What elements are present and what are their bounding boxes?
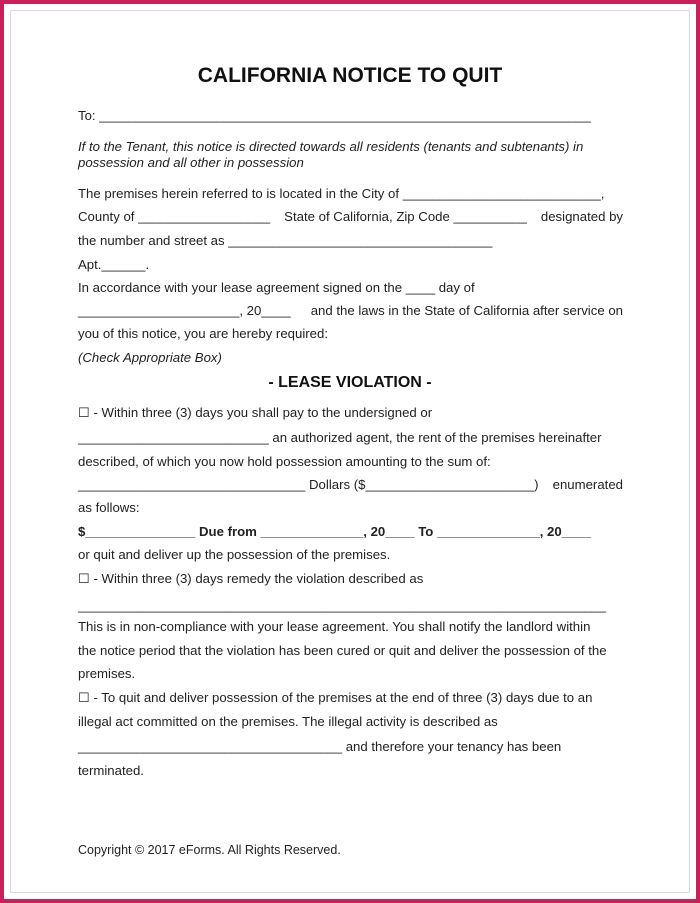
option-1-checkbox-line: ☐ - Within three (3) days you shall pay to the undersigned or [78,405,433,420]
accordance-line-1: In accordance with your lease agreement signed on the ____ day of [78,280,475,295]
designated-by-text: designated by [540,209,623,224]
noncompliance-line-2: the notice period that the violation has been cured or quit and deliver the possession of the [78,643,607,658]
accordance-line-3: you of this notice, you are hereby required: [78,326,328,341]
option-3-activity-line: ____________________________________ and therefore your tenancy has been [78,739,562,754]
option-3-terminated-line: terminated. [78,763,144,778]
enumerated-text: enumerated [552,477,623,492]
county-field: County of __________________ [78,209,271,224]
to-line: To: ___________________________________________________________________ [78,108,591,123]
premises-county-line [78,209,623,225]
option-2-violation-field: ________________________________________________________________________ [78,598,607,613]
lease-date-field: ______________________, 20____ [78,303,291,318]
page-title: CALIFORNIA NOTICE TO QUIT [197,64,503,87]
intro-text-1: If to the Tenant, this notice is directed towards all residents (tenants and subtenants) in [78,139,584,154]
option-1-described-line: described, of which you now hold possession amounting to the sum of: [78,454,491,469]
zip-field: State of California, Zip Code __________ [284,209,527,224]
premises-apt-line: Apt.______. [78,257,150,272]
dollars-field: _______________________________ Dollars ($_______________________) [78,477,539,492]
check-box-note: (Check Appropriate Box) [78,350,222,365]
option-2-checkbox-line: ☐ - Within three (3) days remedy the violation described as [78,571,424,586]
option-1-quit-line: or quit and deliver up the possession of the premises. [78,547,391,562]
option-1-dollars-line [78,477,623,493]
premises-street-line: the number and street as ____________________________________ [78,233,493,248]
due-from-line: $_______________ Due from ______________, 20____ To ______________, 20____ [78,524,592,539]
copyright-text: Copyright © 2017 eForms. All Rights Reserved. [78,843,341,857]
section-heading: - LEASE VIOLATION - [268,374,432,391]
noncompliance-line-3: premises. [78,666,136,681]
option-3-checkbox-line: ☐ - To quit and deliver possession of the premises at the end of three (3) days due to an [78,690,593,705]
as-follows-text: as follows: [78,500,140,515]
option-3-illegal-line: illegal act committed on the premises. The illegal activity is described as [78,714,498,729]
premises-city-line: The premises herein referred to is located in the City of ___________________________, [78,186,605,201]
option-1-agent-line: __________________________ an authorized agent, the rent of the premises hereinafter [78,430,602,445]
intro-text-2: possession and all other in possession [78,155,304,170]
noncompliance-line-1: This is in non-compliance with your lease agreement. You shall notify the landlord within [78,619,591,634]
state-law-text: and the laws in the State of California after service on [310,303,623,318]
accordance-line-2 [78,303,623,319]
